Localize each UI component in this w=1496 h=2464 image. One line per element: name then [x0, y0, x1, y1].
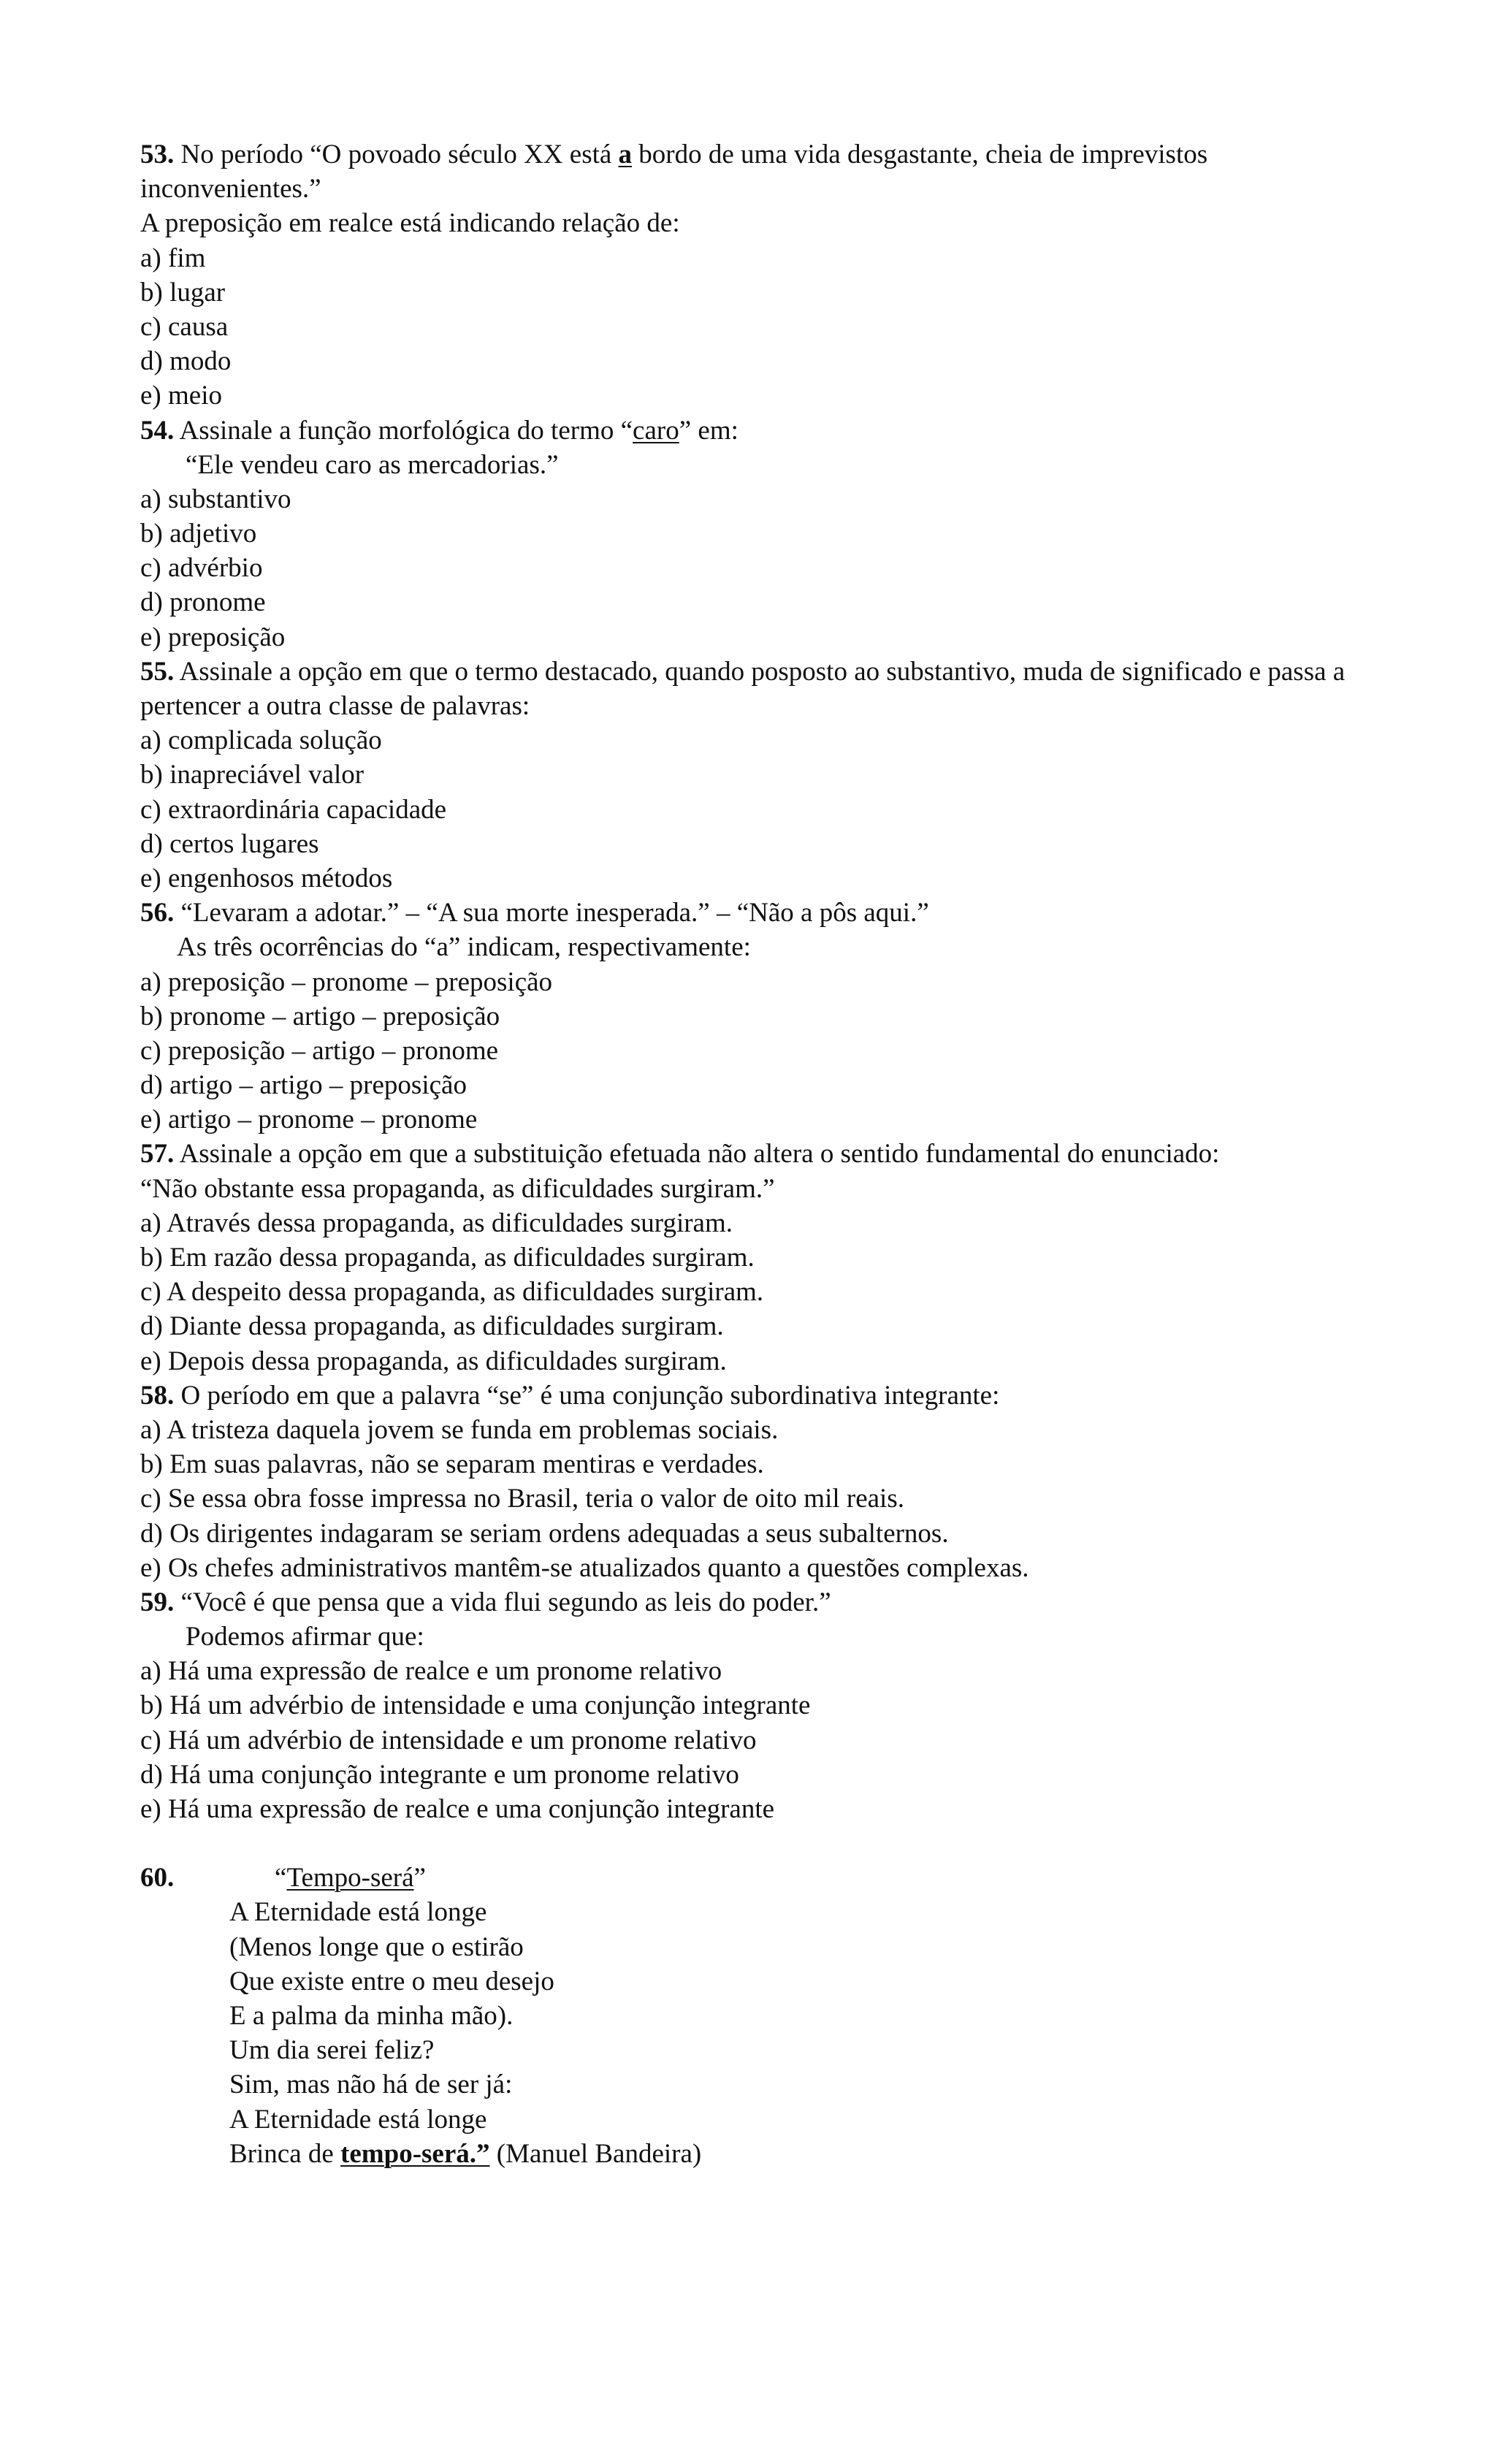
title-quote-open: “ — [275, 1863, 287, 1893]
statement-text: No período “O povoado século XX está — [180, 140, 619, 169]
poem-line: Que existe entre o meu desejo — [229, 1966, 554, 1996]
exam-page — [140, 137, 1382, 2171]
statement-text: ” em: — [679, 415, 739, 446]
option-e: e) meio — [140, 381, 222, 411]
option-e: e) Depois dessa propaganda, as dificuldades surgiram. — [140, 1346, 727, 1376]
question-54 — [140, 413, 1382, 655]
option-c: c) preposição – artigo – pronome — [140, 1035, 499, 1066]
option-a: a) A tristeza daquela jovem se funda em problemas sociais. — [140, 1414, 779, 1445]
question-prompt: As três ocorrências do “a” indicam, respectivamente: — [177, 932, 751, 963]
option-e: e) engenhosos métodos — [140, 863, 393, 893]
question-59 — [140, 1585, 1382, 1826]
poem-title — [275, 1861, 426, 1895]
question-58 — [140, 1378, 1382, 1585]
option-c: c) Há um advérbio de intensidade e um pronome relativo — [140, 1725, 757, 1755]
poem-line: E a palma da minha mão). — [229, 2000, 514, 2031]
option-d: d) certos lugares — [140, 828, 319, 859]
option-c: c) extraordinária capacidade — [140, 794, 447, 825]
highlighted-term: caro — [633, 415, 679, 446]
statement-text: “Levaram a adotar.” – “A sua morte inesperada.” – “Não a pôs aqui.” — [180, 898, 929, 928]
question-number: 54. — [140, 415, 175, 446]
option-e: e) Os chefes administrativos mantêm-se atualizados quanto a questões complexas. — [140, 1552, 1029, 1583]
question-58-statement — [140, 1378, 1382, 1413]
option-b: b) pronome – artigo – preposição — [140, 1001, 500, 1031]
question-56 — [140, 896, 1382, 1137]
option-e: e) preposição — [140, 622, 286, 652]
option-d: d) artigo – artigo – preposição — [140, 1070, 467, 1101]
option-b: b) inapreciável valor — [140, 760, 365, 790]
option-a: a) substantivo — [140, 484, 291, 514]
question-56-statement — [140, 896, 1382, 930]
question-57 — [140, 1137, 1382, 1378]
option-b: b) Em suas palavras, não se separam mentiras e verdades. — [140, 1449, 764, 1480]
poem-line: (Menos longe que o estirão — [229, 1931, 524, 1962]
statement-text: “Você é que pensa que a vida flui segundo as leis do poder.” — [180, 1587, 831, 1617]
option-d: d) Diante dessa propaganda, as dificuldades surgiram. — [140, 1311, 724, 1342]
poem-emphasis: tempo-será.” — [340, 2138, 490, 2169]
statement-text: O período em que a palavra “se” é uma conjunção subordinativa integrante: — [180, 1380, 1000, 1411]
question-prompt: Podemos afirmar que: — [186, 1622, 424, 1652]
option-c: c) causa — [140, 311, 229, 342]
poem-title-text: Tempo-será — [286, 1863, 414, 1893]
question-54-statement — [140, 413, 1382, 448]
poem-text: Brinca de — [229, 2138, 341, 2169]
option-b: b) Em razão dessa propaganda, as dificuldades surgiram. — [140, 1243, 755, 1273]
option-d: d) modo — [140, 346, 232, 377]
question-number: 58. — [140, 1380, 175, 1411]
question-number: 57. — [140, 1139, 175, 1170]
option-a: a) preposição – pronome – preposição — [140, 966, 553, 997]
poem-line: A Eternidade está longe — [229, 1897, 487, 1928]
example-quote: “Não obstante essa propaganda, as dificuldades surgiram.” — [140, 1173, 775, 1204]
question-59-statement — [140, 1585, 1382, 1620]
statement-text: bordo de uma vida desgastante, cheia de imprevistos — [632, 140, 1208, 169]
question-60 — [140, 1861, 1382, 2171]
option-a: a) Há uma expressão de realce e um pronome relativo — [140, 1656, 722, 1687]
question-57-statement — [140, 1137, 1382, 1171]
question-55 — [140, 655, 1382, 896]
option-a: a) Através dessa propaganda, as dificuldades surgiram. — [140, 1208, 733, 1238]
question-53-statement — [140, 137, 1382, 172]
poem-author: (Manuel Bandeira) — [489, 2138, 702, 2169]
statement-continuation: inconvenientes.” — [140, 174, 321, 205]
question-number: 56. — [140, 898, 175, 928]
question-number: 60. — [140, 1863, 175, 1893]
option-e: e) Há uma expressão de realce e uma conjunção integrante — [140, 1794, 775, 1825]
option-c: c) advérbio — [140, 553, 263, 584]
option-d: d) Os dirigentes indagaram se seriam ordens adequadas a seus subalternos. — [140, 1518, 949, 1549]
option-b: b) lugar — [140, 277, 226, 308]
question-number: 53. — [140, 140, 175, 169]
highlighted-preposition: a — [618, 140, 633, 169]
title-quote-close: ” — [413, 1863, 426, 1893]
option-b: b) Há um advérbio de intensidade e uma conjunção integrante — [140, 1690, 811, 1721]
question-53 — [140, 137, 1382, 413]
poem-line: A Eternidade está longe — [229, 2104, 487, 2135]
question-number: 55. — [140, 656, 175, 687]
question-number: 59. — [140, 1587, 175, 1617]
poem-heading — [140, 1861, 1382, 1895]
option-a: a) fim — [140, 243, 206, 273]
option-c: c) Se essa obra fosse impressa no Brasil, teria o valor de oito mil reais. — [140, 1484, 904, 1514]
statement-text: Assinale a opção em que o termo destacado, quando posposto ao substantivo, muda de significado e passa a pertencer a outra classe de palavras: — [140, 656, 1346, 722]
statement-text: Assinale a opção em que a substituição efetuada não altera o sentido fundamental do enunciado: — [179, 1139, 1220, 1170]
question-prompt: A preposição em realce está indicando relação de: — [140, 208, 680, 239]
option-b: b) adjetivo — [140, 519, 257, 549]
option-d: d) Há uma conjunção integrante e um pronome relativo — [140, 1759, 739, 1790]
poem-line: Um dia serei feliz? — [229, 2035, 435, 2066]
example-quote: “Ele vendeu caro as mercadorias.” — [186, 449, 559, 480]
question-55-statement — [140, 655, 1382, 723]
statement-text: Assinale a função morfológica do termo “ — [179, 415, 633, 446]
section-spacer — [140, 1826, 1382, 1861]
option-d: d) pronome — [140, 587, 266, 618]
option-c: c) A despeito dessa propaganda, as dificuldades surgiram. — [140, 1277, 764, 1308]
option-a: a) complicada solução — [140, 725, 382, 756]
option-e: e) artigo – pronome – pronome — [140, 1105, 478, 1135]
poem-line: Sim, mas não há de ser já: — [229, 2070, 513, 2100]
poem-last-line — [140, 2137, 1382, 2171]
